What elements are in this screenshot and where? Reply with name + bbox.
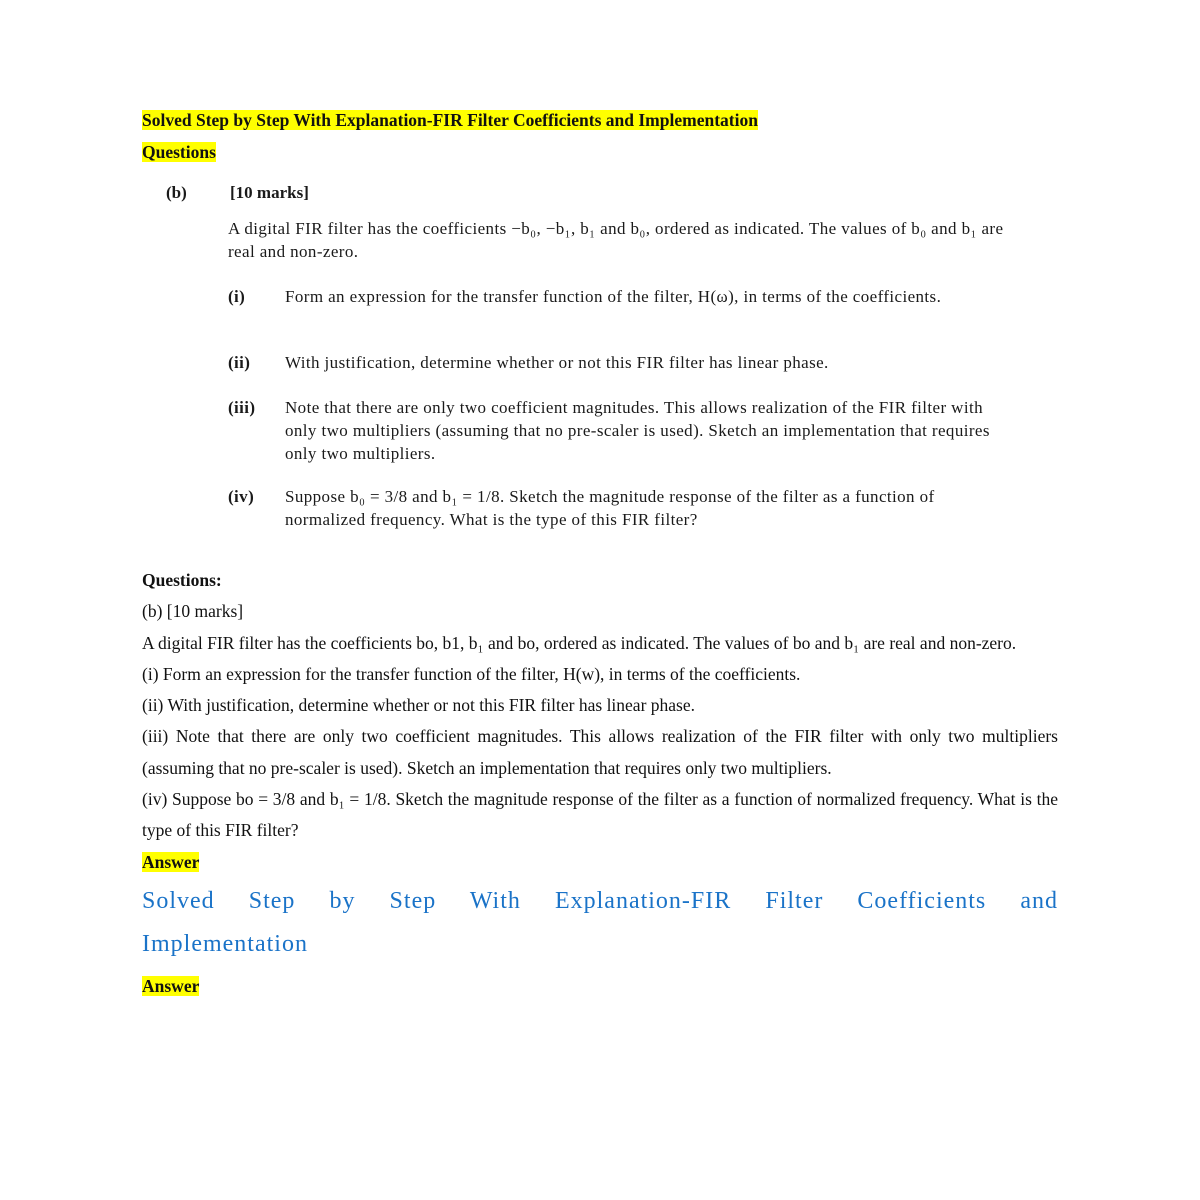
excerpt-item-text: Note that there are only two coefficient magnitudes. This allows realization of the FIR filter with only two multipliers (assuming that no pre-scaler is used). Sketch an implementation that requires only two multipliers. [285,398,990,463]
transcript-intro: A digital FIR filter has the coefficients bo, b1, b₁ and bo, ordered as indicated. The values of bo and b₁ are real and non-zero. [142,632,1017,653]
transcript-item-i: (i) Form an expression for the transfer function of the filter, H(w), in terms of the coefficients. [142,663,801,684]
excerpt-item-number: (iii) [228,398,256,417]
document-title [142,108,758,132]
textbook-excerpt-image [140,175,1040,560]
excerpt-item-text: Form an expression for the transfer function of the filter, H(ω), in terms of the coefficients. [285,287,942,306]
answer-label [142,847,1058,878]
excerpt-marks: [10 marks] [230,183,309,202]
answer-label-bottom-text: Answer [142,975,200,996]
document-title-text: Solved Step by Step With Explanation-FIR Filter Coefficients and Implementation [142,110,758,130]
questions-heading-text: Questions [142,142,216,162]
questions-heading [142,140,216,164]
transcript-part: (b) [10 marks] [142,601,244,622]
transcript-item-iv: (iv) Suppose bo = 3/8 and b₁ = 1/8. Sketch the magnitude response of the filter as a function of normalized frequency. What is the type of this FIR filter? [142,789,1058,841]
excerpt-part-label: (b) [166,183,187,202]
excerpt-item-number: (ii) [228,353,251,372]
excerpt-item-text: With justification, determine whether or not this FIR filter has linear phase. [285,353,829,372]
answer-label-text: Answer [142,851,200,872]
question-transcript [142,565,1058,1000]
transcript-item-ii: (ii) With justification, determine whether or not this FIR filter has linear phase. [142,695,696,716]
excerpt-item-text: Suppose b₀ = 3/8 and b₁ = 1/8. Sketch the magnitude response of the filter as a function of normalized frequency. What is the type of this FIR filter? [285,487,935,529]
transcript-heading: Questions: [142,570,222,590]
solution-link[interactable]: Solved Step by Step With Explanation-FIR Filter Coefficients and Implementation [142,887,1058,957]
answer-label-bottom [142,972,1058,1000]
excerpt-item-number: (iv) [228,487,255,506]
excerpt-item-number: (i) [228,287,246,306]
transcript-item-iii: (iii) Note that there are only two coefficient magnitudes. This allows realization of the FIR filter with only two multipliers (assuming that no pre-scaler is used). Sketch an implementation that requires only two multipliers. [142,726,1058,778]
excerpt-intro: A digital FIR filter has the coefficients −b₀, −b₁, b₁ and b₀, ordered as indicated. The values of b₀ and b₁ are real and non-zero. [228,219,1004,261]
